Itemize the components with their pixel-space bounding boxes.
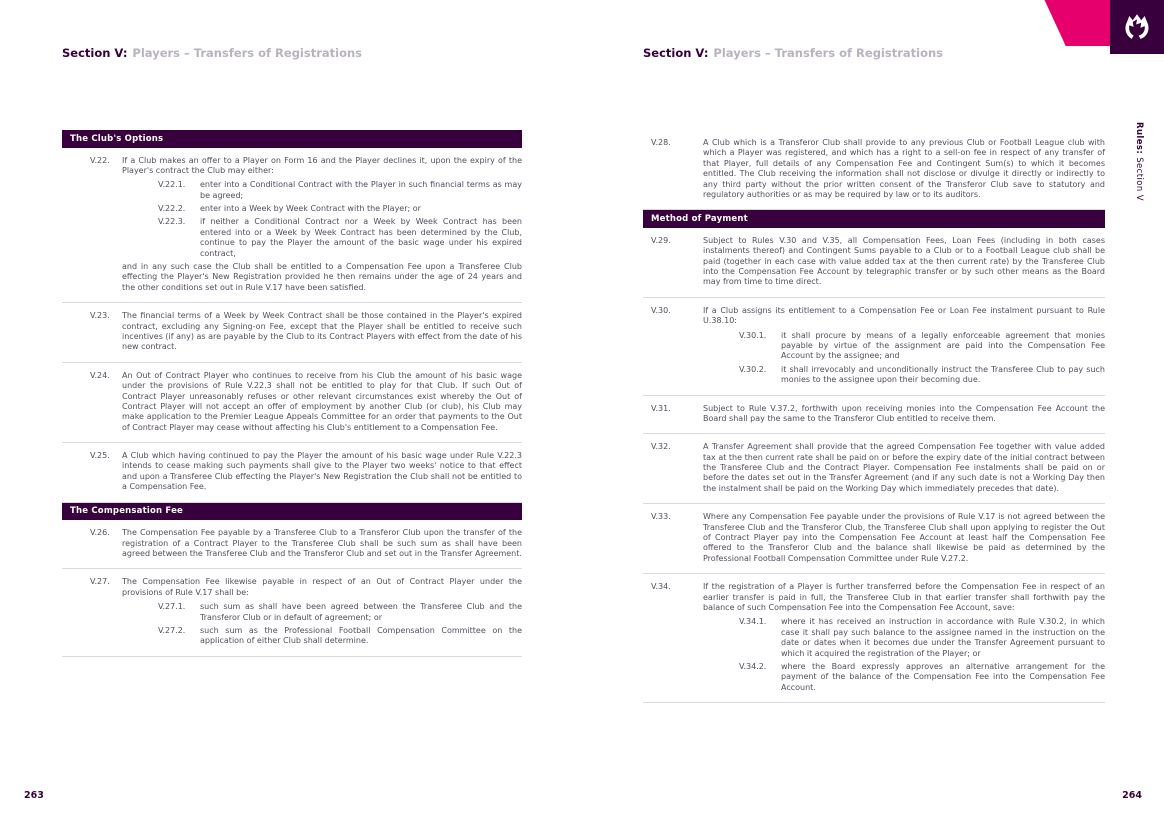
sub-rule-text: it shall procure by means of a legally enforceable agreement that monies payable by virtue of the assignment are paid into the Compensation Fee Account by the assignee; and — [781, 330, 1105, 361]
rule — [643, 574, 1105, 703]
sub-rule — [122, 626, 522, 647]
rule-paragraph: The Compensation Fee likewise payable in respect of an Out of Contract Player under the provisions of Rule V.17 shall be: — [122, 577, 522, 597]
rule-paragraph: A Transfer Agreement shall provide that the agreed Compensation Fee together with value added tax at the then current rate shall be paid on or before the expiry date of the initial contract between the Transferee Club and the Contract Player. Compensation Fee instalments shall be paid on or before the dates set out in the Transfer Agreement (and if any such date is not a Working Day then the instalment shall be paid on the Working Day which immediately precedes that date). — [703, 442, 1105, 493]
sub-rule-number: V.30.2. — [739, 364, 767, 374]
page-body — [62, 130, 522, 657]
rule — [62, 363, 522, 443]
page-number-right: 264 — [1122, 790, 1142, 801]
rule-body — [703, 306, 1105, 386]
rule — [643, 228, 1105, 298]
rule-body — [122, 371, 522, 433]
rule-number: V.30. — [651, 305, 671, 315]
rule-paragraph: Where any Compensation Fee payable under the provisions of Rule V.17 is not agreed between the Transferee Club and the Transferor Club, the Transferee Club shall upon applying to register the Out of Contract Player pay into the Compensation Fee Account at least half the Compensation Fee offered to the Transferor Club and the balance shall likewise be paid as determined by the Professional Football Compensation Committee under Rule V.27.2. — [703, 512, 1105, 563]
side-tab-section-label: Section V — [1134, 154, 1144, 201]
rule-body — [122, 156, 522, 294]
rule — [643, 434, 1105, 504]
rule-paragraph: The financial terms of a Week by Week Contract shall be those contained in the Player's expired contract, excluding any Signing-on Fee, except that the Player shall be entitled to receive such incentives (if any) as are payable by the Club to its Contract Players with effect from the date of his new contract. — [122, 311, 522, 352]
premier-league-logo-badge — [1110, 0, 1164, 54]
rule-number: V.22. — [90, 155, 110, 165]
rule-number: V.27. — [90, 577, 110, 587]
rule — [62, 569, 522, 656]
sub-rule — [122, 602, 522, 623]
sub-rule — [122, 180, 522, 201]
rule-body — [122, 311, 522, 353]
rule-number: V.34. — [651, 582, 671, 592]
sub-rule-text: enter into a Week by Week Contract with the Player; or — [200, 204, 421, 214]
rule-number: V.23. — [90, 311, 110, 321]
sub-rule — [122, 217, 522, 259]
rule-body — [703, 442, 1105, 494]
premier-league-lion-icon — [1120, 10, 1154, 44]
section-heading-banner: The Club's Options — [62, 130, 522, 148]
rule-paragraph: A Club which having continued to pay the Player the amount of his basic wage under Rule V.22.3 intends to cease making such payments shall give to the Player two weeks' notice to that effect and upon a Transferee Club effecting the Player's New Registration the Club shall not be entitled to a Compensation Fee. — [122, 451, 522, 492]
sub-rule-number: V.22.2. — [158, 204, 186, 214]
rule-paragraph: An Out of Contract Player who continues to receive from his Club the amount of his basic wage under the provisions of Rule V.22.3 shall not be entitled to play for that Club. If such Out of Contract Player unreasonably refuses or other relevant circumstances exist whereby the Out of Contract Player will not accept an offer of employment by another Club (or club), his Club may make application to the Premier League Appeals Committee for an order that payments to the Out of Contract Player may cease without affecting his Club's entitlement to a Compensation Fee. — [122, 370, 522, 432]
rule-paragraph: Subject to Rule V.37.2, forthwith upon receiving monies into the Compensation Fee Account the Board shall pay the same to the Transferor Club entitled to receive them. — [703, 403, 1105, 423]
rule-paragraph: A Club which is a Transferor Club shall provide to any previous Club or Football League club with which a Player was registered, and which has a right to a sell-on fee in respect of any transfer of that Player, full details of any Compensation Fee and Contingent Sum(s) to which it becomes entitled. The Club receiving the information shall not disclose or divulge it directly or indirectly to any third party without the prior written consent of the Transferor Club save to statutory and regulatory authorities or as may be required by law or to its auditors. — [703, 138, 1105, 199]
rule-number: V.25. — [90, 451, 110, 461]
rule — [643, 130, 1105, 210]
rule-body — [122, 577, 522, 646]
rule — [643, 298, 1105, 396]
rule-body — [703, 512, 1105, 564]
rule-body — [703, 582, 1105, 693]
page-number-left: 263 — [24, 790, 44, 801]
rule-paragraph: If a Club assigns its entitlement to a Compensation Fee or Loan Fee instalment pursuant to Rule U.38.10: — [703, 305, 1105, 326]
sub-rule-text: such sum as the Professional Football Compensation Committee on the application of either Club shall determine. — [200, 625, 522, 646]
header-section-title: Players – Transfers of Registrations — [713, 46, 944, 60]
sub-rule-text: where it has received an instruction in accordance with Rule V.30.2, in which case it shall pay such balance to the assignee named in the instruction on the date or dates when it becomes due under the Transfer Agreement pursuant to which it acquired the registration of the Player; or — [781, 617, 1105, 658]
rule — [643, 504, 1105, 574]
sub-rule — [703, 365, 1105, 386]
rule — [62, 148, 522, 304]
rule-body — [703, 138, 1105, 200]
rule-number: V.33. — [651, 512, 671, 522]
rule-number: V.26. — [90, 528, 110, 538]
side-tab-rules-label: Rules: — [1134, 122, 1144, 155]
section-side-tab — [1134, 122, 1144, 201]
sub-rule — [703, 331, 1105, 362]
sub-rule-text: where the Board expressly approves an alternative arrangement for the payment of the balance of the Compensation Fee into the Compensation Fee Account. — [781, 661, 1105, 692]
page-header — [643, 46, 1105, 60]
page-263 — [62, 46, 522, 657]
rule — [62, 443, 522, 503]
rule-paragraph: and in any such case the Club shall be entitled to a Compensation Fee upon a Transferee Club effecting the Player's New Registration provided he then remains under the age of 24 years and the other conditions set out in Rule V.17 have been satisfied. — [122, 262, 522, 292]
rule-number: V.31. — [651, 403, 671, 413]
sub-rule-number: V.34.1. — [739, 617, 767, 627]
header-section-title: Players – Transfers of Registrations — [132, 46, 363, 60]
section-heading-banner: The Compensation Fee — [62, 503, 522, 521]
page-header — [62, 46, 522, 60]
page-264 — [643, 46, 1105, 703]
sub-rule-number: V.30.1. — [739, 330, 767, 340]
sub-rule-number: V.34.2. — [739, 661, 767, 671]
sub-rule-text: such sum as shall have been agreed between the Transferee Club and the Transferor Club or in default of agreement; or — [200, 602, 522, 622]
rule — [62, 303, 522, 363]
rule — [643, 396, 1105, 435]
sub-rule — [703, 662, 1105, 693]
sub-rule-text: it shall irrevocably and unconditionally instruct the Transferee Club to pay such monies to the assignee upon their becoming due. — [781, 364, 1105, 385]
rule-paragraph: The Compensation Fee payable by a Transferee Club to a Transferor Club upon the transfer of the registration of a Contract Player to the Transferee Club shall be such sum as shall have been agreed between the Transferee Club and the Transferor Club and set out in the Transfer Agreement. — [122, 528, 522, 558]
sub-rule — [703, 617, 1105, 659]
rule-number: V.32. — [651, 442, 671, 452]
rule-body — [122, 528, 522, 559]
sub-rule-number: V.22.3. — [158, 217, 186, 227]
sub-rule-text: enter into a Conditional Contract with the Player in such financial terms as may be agreed; — [200, 180, 522, 200]
rule-paragraph: If the registration of a Player is further transferred before the Compensation Fee in respect of an earlier transfer is paid in full, the Transferee Club in that earlier transfer shall forthwith pay the balance of such Compensation Fee into the Compensation Fee Account, save: — [703, 582, 1105, 612]
sub-rule-number: V.27.1. — [158, 602, 186, 612]
rule-number: V.28. — [651, 138, 671, 147]
section-heading-banner: Method of Payment — [643, 210, 1105, 228]
header-section-label: Section V: — [62, 46, 128, 60]
sub-rule-number: V.22.1. — [158, 180, 186, 190]
header-section-label: Section V: — [643, 46, 709, 60]
page-body — [643, 130, 1105, 703]
rule-paragraph: If a Club makes an offer to a Player on Form 16 and the Player declines it, upon the expiry of the Player's contract the Club may either: — [122, 155, 522, 175]
sub-rule-text: if neither a Conditional Contract nor a Week by Week Contract has been entered into or a Week by Week Contract has been determined by the Club, continue to pay the Player the amount of the basic wage under his expired contract, — [200, 217, 522, 258]
rule-body — [703, 236, 1105, 288]
rule-number: V.29. — [651, 235, 671, 245]
rule — [62, 520, 522, 569]
rule-body — [703, 404, 1105, 425]
sub-rule-number: V.27.2. — [158, 625, 186, 635]
rule-paragraph: Subject to Rules V.30 and V.35, all Compensation Fees, Loan Fees (including in both cases instalments thereof) and Contingent Sums payable to a Club or to a Football League club shall be paid (together in each case with value added tax at the then current rate) by the Transferee Club into the Compensation Fee Account by telegraphic transfer or by such other means as the Board may from time to time direct. — [703, 235, 1105, 287]
rule-body — [122, 451, 522, 493]
sub-rule — [122, 204, 522, 214]
rule-number: V.24. — [90, 370, 110, 380]
